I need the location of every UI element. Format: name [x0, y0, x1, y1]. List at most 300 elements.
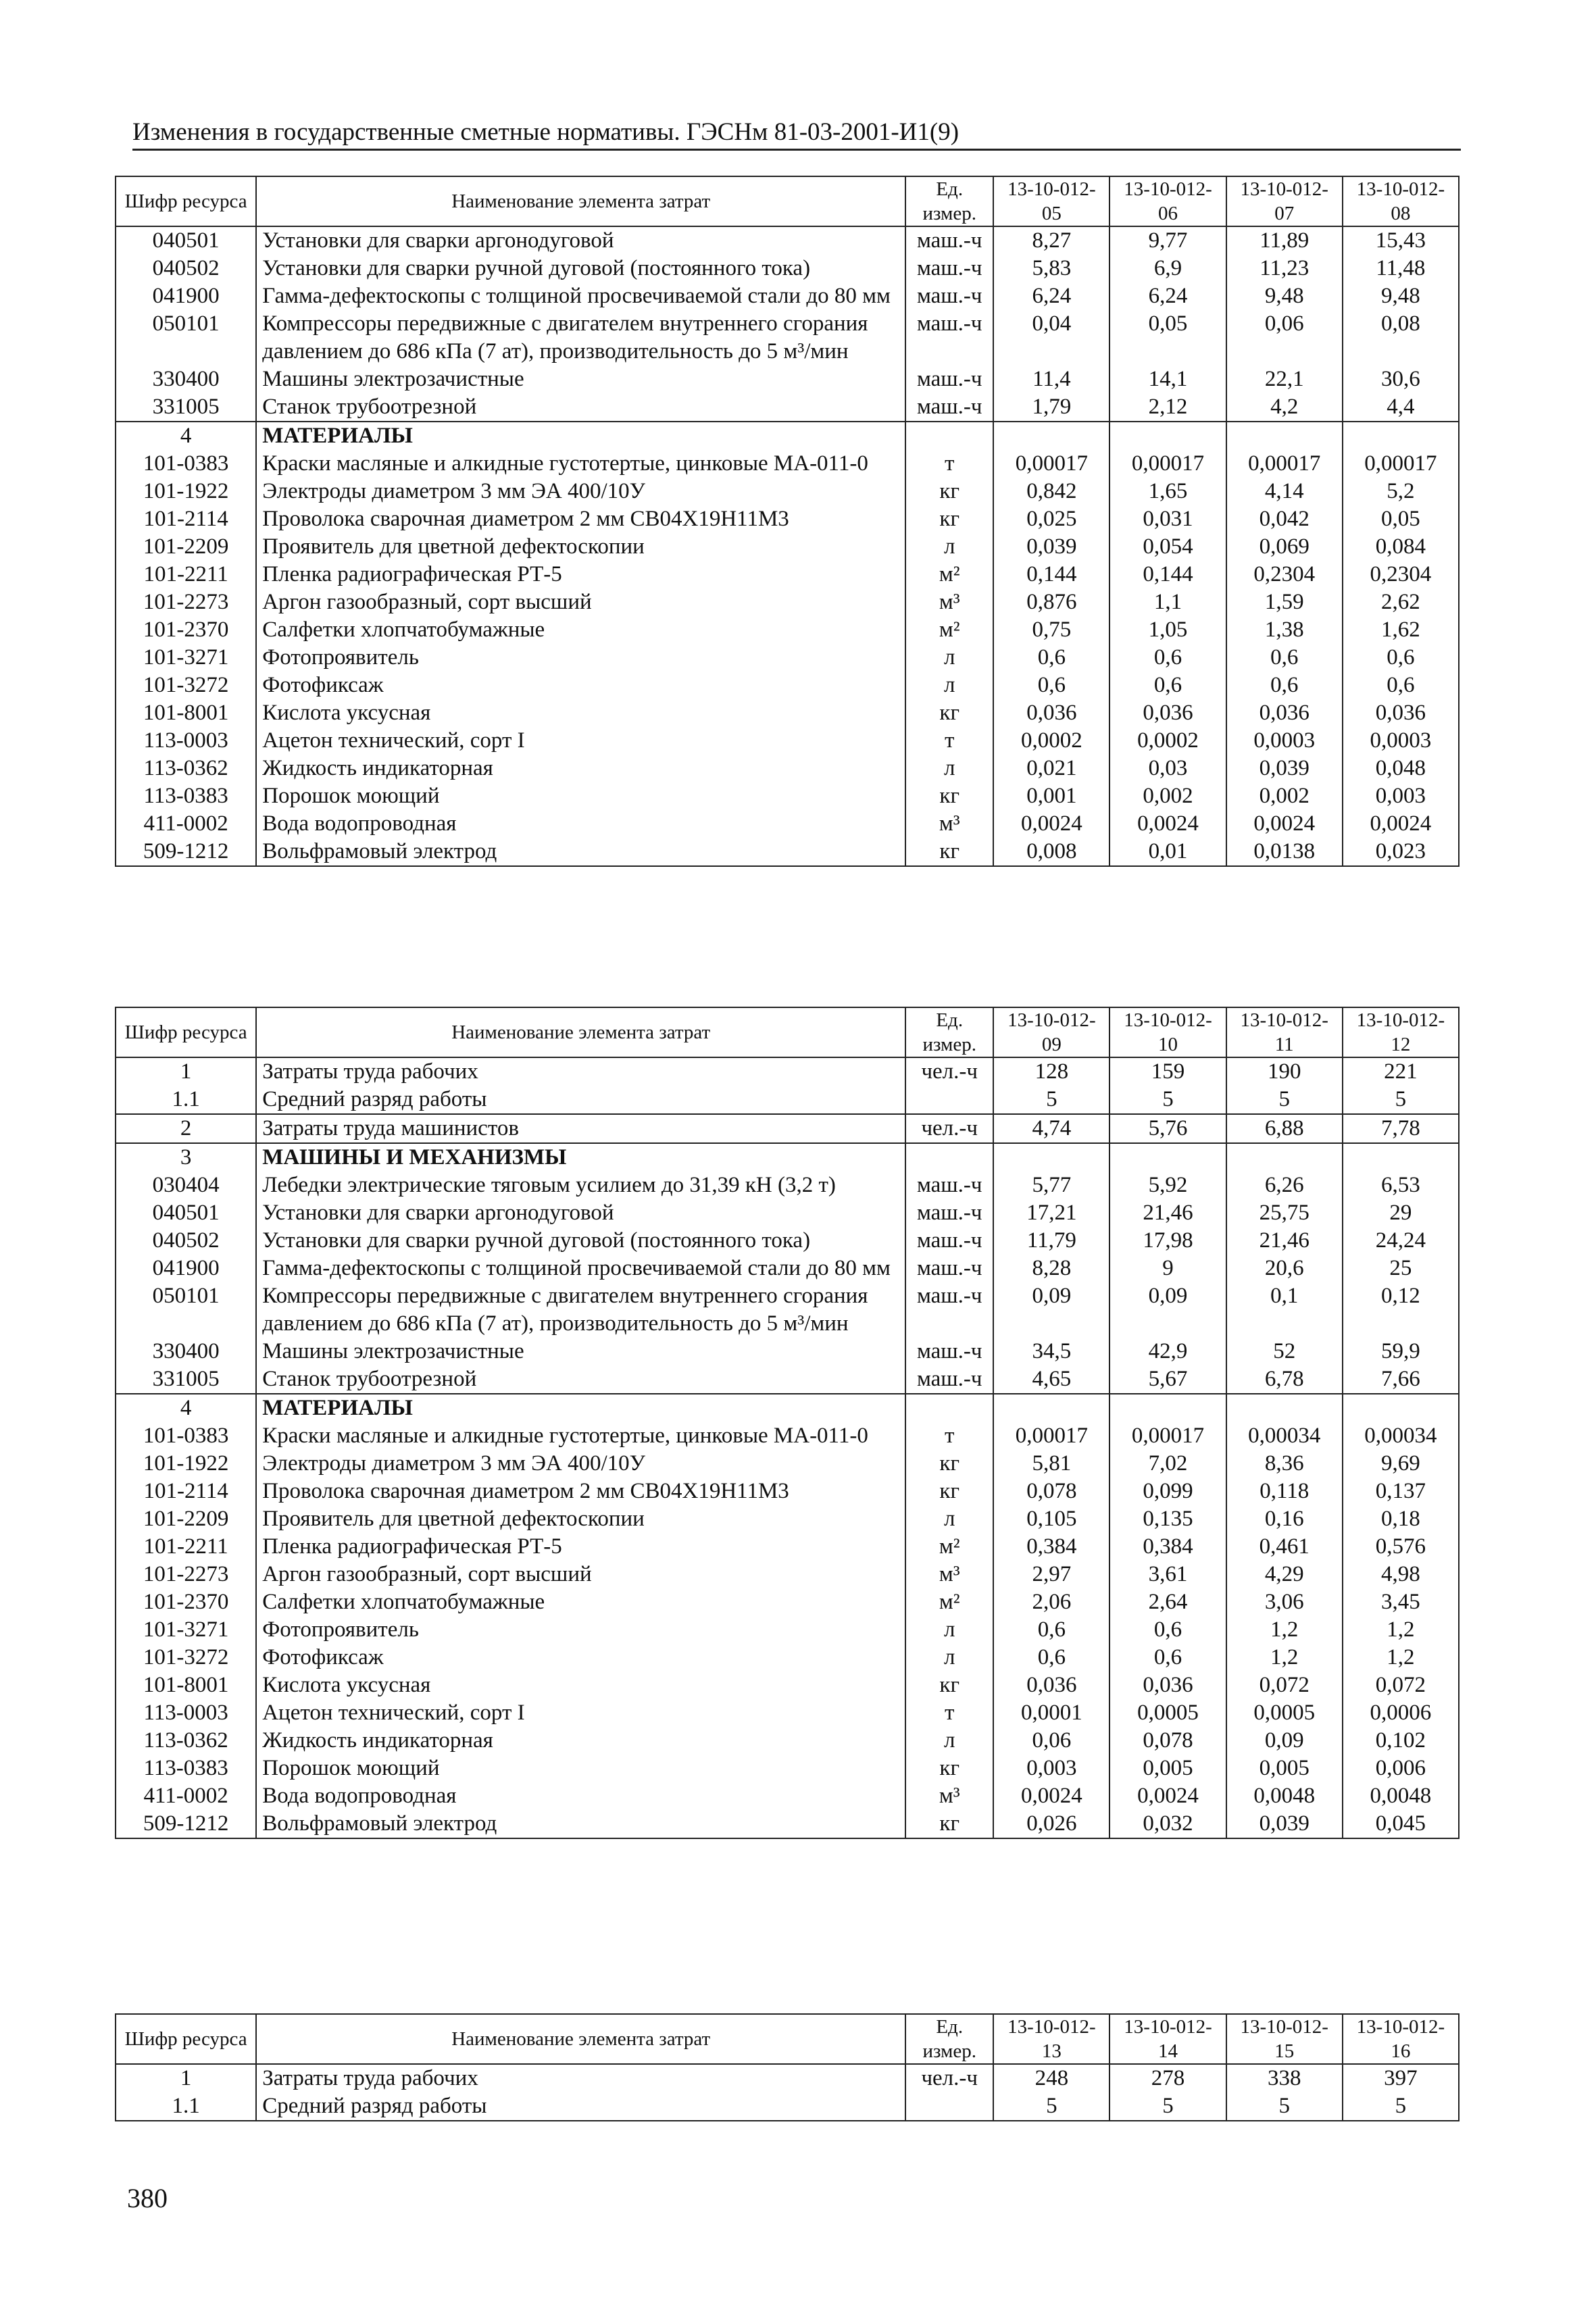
value-cell: 0,036 — [1226, 699, 1343, 727]
table-row — [116, 1255, 1459, 1282]
table-row — [116, 588, 1459, 616]
unit-cell: т — [905, 727, 993, 755]
unit-cell: м³ — [905, 1782, 993, 1810]
value-cell: 5 — [1343, 1086, 1459, 1114]
column-header-norm-code: 13-10-012-13 — [993, 2014, 1109, 2064]
value-cell: 1,05 — [1109, 616, 1226, 644]
value-cell: 9,48 — [1226, 282, 1343, 310]
resource-name: Пленка радиографическая РТ-5 — [256, 561, 905, 588]
table-row — [116, 226, 1459, 255]
value-cell — [1109, 1143, 1226, 1172]
value-cell: 0,842 — [993, 478, 1109, 505]
value-cell: 8,27 — [993, 226, 1109, 255]
table-row — [116, 282, 1459, 310]
value-cell: 0,6 — [1226, 644, 1343, 672]
resource-name: Вольфрамовый электрод — [256, 1810, 905, 1838]
value-cell: 0,032 — [1109, 1810, 1226, 1838]
value-cell: 0,039 — [1226, 755, 1343, 782]
table-row — [116, 1671, 1459, 1699]
table-row — [116, 782, 1459, 810]
unit-cell: м² — [905, 1588, 993, 1616]
value-cell: 6,9 — [1109, 255, 1226, 282]
value-cell: 248 — [993, 2064, 1109, 2092]
column-header-unit: Ед. измер. — [905, 2014, 993, 2064]
unit-cell: кг — [905, 1478, 993, 1505]
value-cell: 0,023 — [1343, 838, 1459, 866]
value-cell: 0,0001 — [993, 1699, 1109, 1727]
value-cell: 0,16 — [1226, 1505, 1343, 1533]
value-cell: 5,81 — [993, 1450, 1109, 1478]
value-cell: 0,072 — [1343, 1671, 1459, 1699]
resource-name: Машины электрозачистные — [256, 366, 905, 393]
value-cell: 4,4 — [1343, 393, 1459, 422]
value-cell: 0,00034 — [1226, 1422, 1343, 1450]
section-title: МАТЕРИАЛЫ — [256, 1394, 905, 1422]
resource-name: Станок трубоотрезной — [256, 393, 905, 422]
value-cell — [993, 1394, 1109, 1422]
table-row — [116, 561, 1459, 588]
value-cell: 0,054 — [1109, 533, 1226, 561]
resource-code: 040502 — [116, 255, 256, 282]
resource-name: Вода водопроводная — [256, 1782, 905, 1810]
value-cell: 0,00034 — [1343, 1422, 1459, 1450]
value-cell: 29 — [1343, 1199, 1459, 1227]
value-cell: 0,001 — [993, 782, 1109, 810]
resource-name: Средний разряд работы — [256, 1086, 905, 1114]
value-cell: 6,26 — [1226, 1172, 1343, 1199]
value-cell: 1,79 — [993, 393, 1109, 422]
value-cell: 0,6 — [993, 644, 1109, 672]
table-row — [116, 810, 1459, 838]
value-cell — [1343, 422, 1459, 450]
table-row — [116, 1478, 1459, 1505]
resource-name: Аргон газообразный, сорт высший — [256, 1561, 905, 1588]
value-cell: 20,6 — [1226, 1255, 1343, 1282]
resource-name: Гамма-дефектоскопы с толщиной просвечиваемой стали до 80 мм — [256, 1255, 905, 1282]
value-cell: 4,65 — [993, 1365, 1109, 1394]
value-cell: 0,6 — [1109, 672, 1226, 699]
table-row — [116, 450, 1459, 478]
resource-name: Салфетки хлопчатобумажные — [256, 1588, 905, 1616]
value-cell: 0,00017 — [1109, 450, 1226, 478]
section-row — [116, 1394, 1459, 1422]
column-header-norm-code: 13-10-012-10 — [1109, 1007, 1226, 1057]
resource-name: Проволока сварочная диаметром 2 мм СВ04Х19Н11М3 — [256, 1478, 905, 1505]
value-cell: 0,6 — [1109, 1644, 1226, 1671]
resource-code: 101-1922 — [116, 478, 256, 505]
value-cell: 14,1 — [1109, 366, 1226, 393]
table-row — [116, 505, 1459, 533]
value-cell: 6,24 — [1109, 282, 1226, 310]
value-cell — [1109, 422, 1226, 450]
resource-code: 113-0003 — [116, 727, 256, 755]
column-header-unit: Ед. измер. — [905, 176, 993, 226]
value-cell: 4,29 — [1226, 1561, 1343, 1588]
norm-table-09-12 — [115, 1007, 1460, 1839]
value-cell: 0,039 — [993, 533, 1109, 561]
value-cell: 5,67 — [1109, 1365, 1226, 1394]
value-cell: 397 — [1343, 2064, 1459, 2092]
unit-cell: м² — [905, 616, 993, 644]
value-cell — [1226, 422, 1343, 450]
table-row — [116, 366, 1459, 393]
unit-cell: кг — [905, 1671, 993, 1699]
resource-code: 101-2370 — [116, 616, 256, 644]
value-cell: 0,144 — [993, 561, 1109, 588]
resource-name: Лебедки электрические тяговым усилием до 31,39 кН (3,2 т) — [256, 1172, 905, 1199]
resource-name: Вольфрамовый электрод — [256, 838, 905, 866]
resource-name: Жидкость индикаторная — [256, 755, 905, 782]
table-row — [116, 1086, 1459, 1114]
value-cell: 0,031 — [1109, 505, 1226, 533]
resource-name: Жидкость индикаторная — [256, 1727, 905, 1755]
resource-code: 101-2370 — [116, 1588, 256, 1616]
value-cell: 0,0024 — [993, 1782, 1109, 1810]
table-row — [116, 1227, 1459, 1255]
value-cell: 190 — [1226, 1057, 1343, 1086]
column-header-unit: Ед. измер. — [905, 1007, 993, 1057]
value-cell: 8,28 — [993, 1255, 1109, 1282]
value-cell: 128 — [993, 1057, 1109, 1086]
resource-code: 040501 — [116, 1199, 256, 1227]
value-cell: 6,24 — [993, 282, 1109, 310]
value-cell: 0,137 — [1343, 1478, 1459, 1505]
value-cell: 0,00017 — [1343, 450, 1459, 478]
value-cell: 2,12 — [1109, 393, 1226, 422]
unit-cell: кг — [905, 782, 993, 810]
table-row — [116, 699, 1459, 727]
value-cell: 0,036 — [1109, 699, 1226, 727]
resource-code: 4 — [116, 422, 256, 450]
resource-code: 101-3271 — [116, 1616, 256, 1644]
value-cell: 0,0005 — [1226, 1699, 1343, 1727]
value-cell: 0,102 — [1343, 1727, 1459, 1755]
resource-code: 030404 — [116, 1172, 256, 1199]
unit-cell: кг — [905, 1450, 993, 1478]
value-cell: 0,118 — [1226, 1478, 1343, 1505]
unit-cell: л — [905, 672, 993, 699]
table-row — [116, 2064, 1459, 2092]
value-cell: 0,069 — [1226, 533, 1343, 561]
value-cell: 11,48 — [1343, 255, 1459, 282]
value-cell: 7,66 — [1343, 1365, 1459, 1394]
table-row — [116, 755, 1459, 782]
value-cell: 0,006 — [1343, 1755, 1459, 1782]
unit-cell: чел.-ч — [905, 2064, 993, 2092]
value-cell: 6,88 — [1226, 1114, 1343, 1143]
value-cell: 0,06 — [993, 1727, 1109, 1755]
value-cell: 3,61 — [1109, 1561, 1226, 1588]
column-header-name: Наименование элемента затрат — [256, 1007, 905, 1057]
value-cell: 4,2 — [1226, 393, 1343, 422]
resource-name: Кислота уксусная — [256, 1671, 905, 1699]
table-row — [116, 727, 1459, 755]
value-cell: 0,0024 — [1226, 810, 1343, 838]
resource-code: 101-3272 — [116, 1644, 256, 1671]
value-cell: 22,1 — [1226, 366, 1343, 393]
value-cell: 21,46 — [1226, 1227, 1343, 1255]
value-cell: 17,21 — [993, 1199, 1109, 1227]
value-cell: 9,77 — [1109, 226, 1226, 255]
table-row — [116, 478, 1459, 505]
table-row — [116, 1699, 1459, 1727]
resource-name: Пленка радиографическая РТ-5 — [256, 1533, 905, 1561]
resource-name: Порошок моющий — [256, 782, 905, 810]
table-row — [116, 1616, 1459, 1644]
value-cell: 0,008 — [993, 838, 1109, 866]
table-row — [116, 1282, 1459, 1338]
resource-code: 050101 — [116, 310, 256, 366]
resource-name: Краски масляные и алкидные густотертые, цинковые МА-011-0 — [256, 450, 905, 478]
table-row — [116, 2092, 1459, 2121]
value-cell: 1,2 — [1343, 1616, 1459, 1644]
column-header-code: Шифр ресурса — [116, 176, 256, 226]
resource-name: Ацетон технический, сорт I — [256, 727, 905, 755]
value-cell: 11,89 — [1226, 226, 1343, 255]
value-cell: 59,9 — [1343, 1338, 1459, 1365]
value-cell: 5 — [1343, 2092, 1459, 2121]
table-row — [116, 1199, 1459, 1227]
unit-cell: л — [905, 533, 993, 561]
resource-name: Порошок моющий — [256, 1755, 905, 1782]
resource-code: 101-2211 — [116, 561, 256, 588]
table-row — [116, 533, 1459, 561]
value-cell: 24,24 — [1343, 1227, 1459, 1255]
resource-name: Станок трубоотрезной — [256, 1365, 905, 1394]
resource-code: 113-0362 — [116, 755, 256, 782]
value-cell: 0,03 — [1109, 755, 1226, 782]
value-cell: 0,084 — [1343, 533, 1459, 561]
resource-code: 101-2211 — [116, 1533, 256, 1561]
value-cell: 0,2304 — [1226, 561, 1343, 588]
resource-code: 411-0002 — [116, 810, 256, 838]
value-cell: 25,75 — [1226, 1199, 1343, 1227]
resource-name: Затраты труда машинистов — [256, 1114, 905, 1143]
value-cell: 0,09 — [1109, 1282, 1226, 1338]
resource-name: Затраты труда рабочих — [256, 2064, 905, 2092]
resource-name: Краски масляные и алкидные густотертые, цинковые МА-011-0 — [256, 1422, 905, 1450]
value-cell: 5 — [1109, 1086, 1226, 1114]
resource-name: Гамма-дефектоскопы с толщиной просвечиваемой стали до 80 мм — [256, 282, 905, 310]
value-cell: 0,6 — [1226, 672, 1343, 699]
value-cell: 17,98 — [1109, 1227, 1226, 1255]
resource-code: 101-2273 — [116, 1561, 256, 1588]
value-cell: 338 — [1226, 2064, 1343, 2092]
value-cell: 2,06 — [993, 1588, 1109, 1616]
unit-cell — [905, 1086, 993, 1114]
value-cell: 15,43 — [1343, 226, 1459, 255]
value-cell: 5,76 — [1109, 1114, 1226, 1143]
unit-cell: л — [905, 1727, 993, 1755]
unit-cell: маш.-ч — [905, 1227, 993, 1255]
value-cell: 9,69 — [1343, 1450, 1459, 1478]
value-cell: 6,53 — [1343, 1172, 1459, 1199]
value-cell: 0,09 — [993, 1282, 1109, 1338]
value-cell: 0,384 — [1109, 1533, 1226, 1561]
column-header-norm-code: 13-10-012-15 — [1226, 2014, 1343, 2064]
value-cell: 0,005 — [1109, 1755, 1226, 1782]
unit-cell: кг — [905, 699, 993, 727]
value-cell: 0,6 — [1343, 672, 1459, 699]
table-row — [116, 1810, 1459, 1838]
table-header-row — [116, 1007, 1459, 1057]
value-cell: 0,1 — [1226, 1282, 1343, 1338]
value-cell: 0,0002 — [993, 727, 1109, 755]
table-row — [116, 1422, 1459, 1450]
value-cell: 1,62 — [1343, 616, 1459, 644]
value-cell: 5,2 — [1343, 478, 1459, 505]
column-header-norm-code: 13-10-012-12 — [1343, 1007, 1459, 1057]
value-cell: 3,45 — [1343, 1588, 1459, 1616]
value-cell: 0,06 — [1226, 310, 1343, 366]
value-cell: 0,0024 — [1343, 810, 1459, 838]
value-cell: 0,6 — [993, 672, 1109, 699]
value-cell: 0,00017 — [1226, 450, 1343, 478]
value-cell: 0,12 — [1343, 1282, 1459, 1338]
value-cell: 0,042 — [1226, 505, 1343, 533]
value-cell: 0,135 — [1109, 1505, 1226, 1533]
value-cell: 0,036 — [1109, 1671, 1226, 1699]
value-cell: 0,105 — [993, 1505, 1109, 1533]
value-cell — [1226, 1143, 1343, 1172]
table-row — [116, 1338, 1459, 1365]
value-cell: 221 — [1343, 1057, 1459, 1086]
unit-cell: кг — [905, 478, 993, 505]
value-cell: 0,144 — [1109, 561, 1226, 588]
value-cell: 30,6 — [1343, 366, 1459, 393]
table-row — [116, 1450, 1459, 1478]
value-cell: 0,0003 — [1343, 727, 1459, 755]
value-cell — [1109, 1394, 1226, 1422]
unit-cell: кг — [905, 1755, 993, 1782]
unit-cell — [905, 2092, 993, 2121]
resource-code: 041900 — [116, 282, 256, 310]
value-cell: 0,025 — [993, 505, 1109, 533]
column-header-norm-code: 13-10-012-16 — [1343, 2014, 1459, 2064]
value-cell: 0,2304 — [1343, 561, 1459, 588]
section-title: МАТЕРИАЛЫ — [256, 422, 905, 450]
unit-cell: маш.-ч — [905, 1282, 993, 1338]
unit-cell: маш.-ч — [905, 1365, 993, 1394]
table-row — [116, 1533, 1459, 1561]
resource-name: Средний разряд работы — [256, 2092, 905, 2121]
resource-code: 509-1212 — [116, 838, 256, 866]
resource-code: 101-0383 — [116, 450, 256, 478]
value-cell — [993, 1143, 1109, 1172]
resource-name: Установки для сварки ручной дуговой (постоянного тока) — [256, 1227, 905, 1255]
column-header-norm-code: 13-10-012-09 — [993, 1007, 1109, 1057]
unit-cell — [905, 1143, 993, 1172]
value-cell: 0,01 — [1109, 838, 1226, 866]
value-cell: 0,003 — [993, 1755, 1109, 1782]
running-header: Изменения в государственные сметные нормативы. ГЭСНм 81-03-2001-И1(9) — [132, 118, 1461, 151]
column-header-norm-code: 13-10-012-11 — [1226, 1007, 1343, 1057]
resource-name: Электроды диаметром 3 мм ЭА 400/10У — [256, 1450, 905, 1478]
value-cell: 0,6 — [993, 1616, 1109, 1644]
resource-code: 1 — [116, 2064, 256, 2092]
resource-name: Фотопроявитель — [256, 1616, 905, 1644]
value-cell: 34,5 — [993, 1338, 1109, 1365]
resource-code: 330400 — [116, 1338, 256, 1365]
resource-code: 1.1 — [116, 1086, 256, 1114]
value-cell — [1343, 1394, 1459, 1422]
resource-name: Проявитель для цветной дефектоскопии — [256, 1505, 905, 1533]
unit-cell: т — [905, 1699, 993, 1727]
value-cell: 2,64 — [1109, 1588, 1226, 1616]
value-cell: 0,048 — [1343, 755, 1459, 782]
value-cell: 159 — [1109, 1057, 1226, 1086]
value-cell: 0,003 — [1343, 782, 1459, 810]
value-cell: 0,09 — [1226, 1727, 1343, 1755]
table-row — [116, 1561, 1459, 1588]
unit-cell: м² — [905, 1533, 993, 1561]
value-cell: 7,78 — [1343, 1114, 1459, 1143]
norm-table-05-08 — [115, 176, 1460, 867]
value-cell: 2,62 — [1343, 588, 1459, 616]
resource-name: Компрессоры передвижные с двигателем внутреннего сгорания давлением до 686 кПа (7 ат), производительность до 5 м³/мин — [256, 1282, 905, 1338]
value-cell: 0,021 — [993, 755, 1109, 782]
value-cell: 278 — [1109, 2064, 1226, 2092]
value-cell: 5,83 — [993, 255, 1109, 282]
unit-cell: л — [905, 1644, 993, 1671]
resource-code: 331005 — [116, 393, 256, 422]
resource-code: 101-2114 — [116, 505, 256, 533]
table-row — [116, 1727, 1459, 1755]
value-cell: 5 — [1226, 1086, 1343, 1114]
table-row — [116, 838, 1459, 866]
unit-cell: м³ — [905, 1561, 993, 1588]
value-cell: 0,876 — [993, 588, 1109, 616]
table-row — [116, 1588, 1459, 1616]
resource-name: Электроды диаметром 3 мм ЭА 400/10У — [256, 478, 905, 505]
resource-name: Компрессоры передвижные с двигателем внутреннего сгорания давлением до 686 кПа (7 ат), производительность до 5 м³/мин — [256, 310, 905, 366]
value-cell: 0,00017 — [993, 1422, 1109, 1450]
value-cell — [1343, 1143, 1459, 1172]
value-cell: 0,099 — [1109, 1478, 1226, 1505]
value-cell: 0,0024 — [1109, 810, 1226, 838]
resource-name: Проявитель для цветной дефектоскопии — [256, 533, 905, 561]
unit-cell — [905, 422, 993, 450]
resource-name: Кислота уксусная — [256, 699, 905, 727]
value-cell: 0,6 — [1109, 644, 1226, 672]
resource-code: 101-2209 — [116, 1505, 256, 1533]
column-header-name: Наименование элемента затрат — [256, 176, 905, 226]
section-row — [116, 1143, 1459, 1172]
unit-cell: м³ — [905, 588, 993, 616]
resource-code: 113-0003 — [116, 1699, 256, 1727]
value-cell: 5,92 — [1109, 1172, 1226, 1199]
column-header-norm-code: 13-10-012-14 — [1109, 2014, 1226, 2064]
section-title: МАШИНЫ И МЕХАНИЗМЫ — [256, 1143, 905, 1172]
table-row — [116, 1365, 1459, 1394]
resource-code: 101-3272 — [116, 672, 256, 699]
value-cell: 0,00017 — [993, 450, 1109, 478]
resource-name: Проволока сварочная диаметром 2 мм СВ04Х19Н11М3 — [256, 505, 905, 533]
value-cell: 0,04 — [993, 310, 1109, 366]
resource-code: 2 — [116, 1114, 256, 1143]
resource-code: 1.1 — [116, 2092, 256, 2121]
value-cell: 5,77 — [993, 1172, 1109, 1199]
table-header-row — [116, 2014, 1459, 2064]
unit-cell: маш.-ч — [905, 282, 993, 310]
unit-cell: м² — [905, 561, 993, 588]
value-cell: 1,2 — [1343, 1644, 1459, 1671]
value-cell: 0,461 — [1226, 1533, 1343, 1561]
resource-code: 040501 — [116, 226, 256, 255]
value-cell: 3,06 — [1226, 1588, 1343, 1616]
resource-code: 411-0002 — [116, 1782, 256, 1810]
value-cell: 0,039 — [1226, 1810, 1343, 1838]
